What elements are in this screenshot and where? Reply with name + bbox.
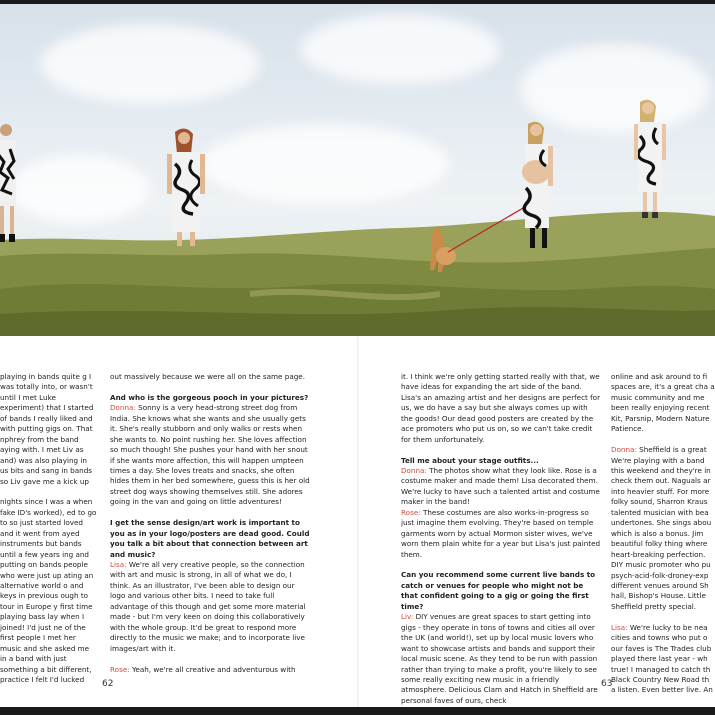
speaker-name: Rose: <box>401 507 421 517</box>
interview-block <box>611 445 715 612</box>
band-member-4 <box>634 100 666 218</box>
band-member-1 <box>0 124 16 242</box>
answer: DIY venues are great spaces to start getting into gigs - they operate in tons of towns and cities all over the UK (and world!), set up by local music lovers who want to showcase artists and bands and support their local music scene. As they tend to be run with passion rather than trying to make a profit, you're likely to see some really exciting new music in a friendly atmosphere. Delicious Clam and Hatch in Sheffield are personal faves of ours, check <box>401 612 598 705</box>
band-member-2 <box>167 128 205 246</box>
answer: Sonny is a very head-strong street dog from India. She knows what she wants and she usually gets it. She's really stubborn and only walks or rests when she wants to. No point rushing her. She loves affection so much though! She pushes your hand with her snout if she wants more affection, this will happen umpteen times a day. She loves treats and snacks, she often hides them in her bed somewhere, guess this is her old street dog ways showing themselves still. She adores going in the van and going on little adventures! <box>110 403 310 507</box>
paragraph: it. I think we're only getting started really with that, we have ideas for expanding the art side of the band. Lisa's an amazing artist and her designs are perfect for us, we do have a say but she always comes up with the goods! Our dead good posters are created by the ace promoters who put us on, so we can't take credit for them unfortunately. <box>401 372 601 444</box>
page-number-right: 63 <box>601 679 613 689</box>
question: Tell me about your stage outfits... <box>401 455 539 465</box>
speaker-name: Donna: <box>611 445 637 455</box>
speaker-name: Lisa: <box>110 560 127 570</box>
answer: These costumes are also works-in-progress so just imagine them evolving. They're based on temple garments worn by actual Mormon sister wives, we've worn them plain white for a year but Lisa's just painted them. <box>401 507 601 559</box>
text-column-2 <box>110 372 310 685</box>
landscape <box>0 4 715 336</box>
speaker-name: Donna: <box>401 466 427 476</box>
speaker-name: Liv: <box>401 612 414 622</box>
speaker-name: Donna: <box>110 403 136 413</box>
text-column-3 <box>401 372 601 715</box>
paragraph: playing in bands quite g I was totally into, or wasn't until I met Luke experiment) that I started of bands I really liked and with putting gigs on. That nphrey from the band aying with. I met Liv as and) was also playing in us bits and sang in bands so Liv gave me a kick up <box>0 372 94 486</box>
question: And who is the gorgeous pooch in your pictures? <box>110 392 309 402</box>
speaker-name: Rose: <box>110 664 130 674</box>
page-gutter <box>357 336 359 707</box>
text-column-4 <box>611 372 715 706</box>
speaker-name: Lisa: <box>611 622 628 632</box>
interview-block <box>401 456 601 561</box>
interview-block <box>110 518 310 654</box>
bottom-border <box>0 707 715 715</box>
interview-block <box>401 570 601 706</box>
question: I get the sense design/art work is important to you as in your logo/posters are dead good. Could you talk a bit about that connection between art and music? <box>110 518 310 559</box>
interview-block <box>110 393 310 508</box>
answer: We're lucky to be nea cities and towns who put o our faves is The Trades club played there last year - wh true! I managed to catch th Black Country New Road th a listen. Even better live. An <box>611 622 713 695</box>
interview-block <box>611 623 715 696</box>
paragraph: nights since I was a when fake ID's worked), ed to go to so just started loved and it went from ayed instruments but bands until a few years ing and putting on bands people who were just up ating an alternative world o and keys in previous ough to tour in Europe y first time playing bass lay when I joined! I'd just ne of the first people I met her music and she asked me in a band with just something a bit different, practice I felt I'd lucked <box>0 497 97 685</box>
answer: The photos show what they look like. Rose is a costume maker and made them! Lisa decorated them. We're lucky to have such a talented artist and costume maker in the band! <box>401 466 600 507</box>
answer: Sheffield is a great We're playing with a band this weekend and they're in check them out. Naguals ar into heavier stuff. For more folky sound, Sharron Kraus talented musician with bea undertones. She sings abou which is also a bonus. Jim beautiful folky thing where heart-breaking perfection. DIY music promoter who pu psych-acid-folk-droney-exp different venues around Sh hall, Bishop's House. Little Sheffield pretty special. <box>611 445 712 611</box>
answer: Yeah, we're all creative and adventurous with <box>129 664 296 674</box>
band-photo <box>0 4 715 336</box>
paragraph: out massively because we were all on the same page. <box>110 372 305 381</box>
answer: We're all very creative people, so the connection with art and music is strong, in all of what we do, I think. As an illustrator, I've been able to design our logo and various other bits. I need to take full advantage of this though and get some more material made - but I'm very keen on doing this collaboratively with the whole group. It'd be great to respond more directly to the music we make; and to incorporate live images/art with it. <box>110 560 306 653</box>
page-number-left: 62 <box>102 679 114 689</box>
text-column-1 <box>0 372 97 696</box>
interview-block <box>110 665 310 675</box>
paragraph: online and ask around to fi spaces are, it's a great cha a music community and me been really enjoying recent Kit, Parsnip, Modern Nature Patience. <box>611 372 715 434</box>
question: Can you recommend some current live bands to catch or venues for people who might not be that confident going to a gig or going the first time? <box>401 570 596 611</box>
